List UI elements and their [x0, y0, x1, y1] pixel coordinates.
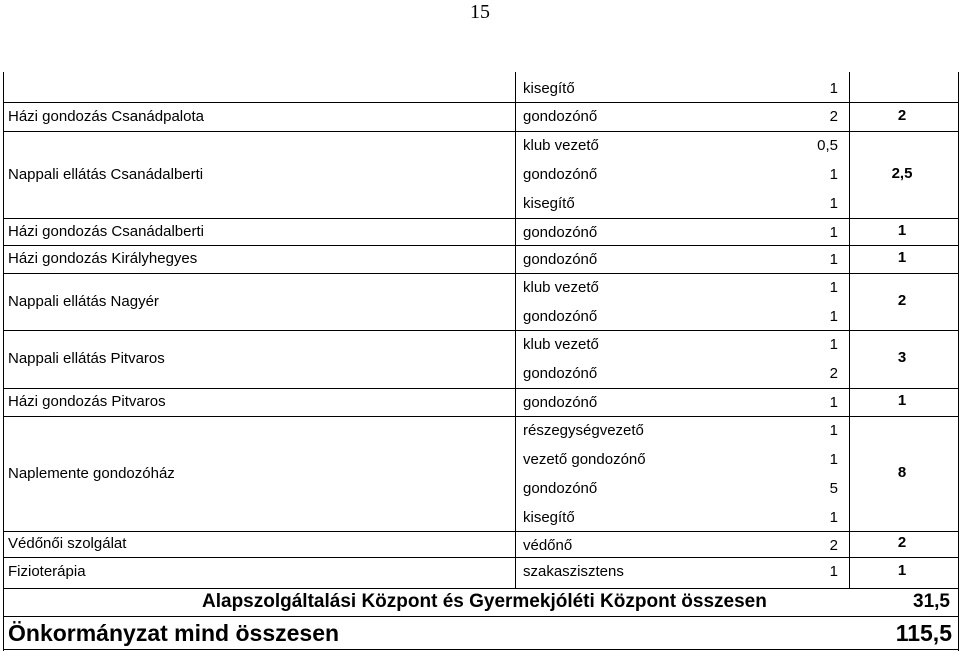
- service-name: Fizioterápia: [8, 562, 86, 580]
- service-total: 1: [897, 392, 907, 409]
- row-divider: [3, 588, 958, 589]
- row-divider: [3, 273, 958, 274]
- staff-role: gondozónő: [523, 365, 598, 382]
- grand-total-value: 115,5: [895, 620, 952, 646]
- staff-role: klub vezető: [523, 279, 599, 296]
- staff-count: 1: [829, 166, 838, 183]
- staff-role: védőnő: [523, 537, 573, 554]
- service-total: 2: [897, 534, 907, 551]
- row-divider: [3, 557, 958, 558]
- staff-role: kisegítő: [523, 195, 575, 212]
- service-name: Védőnői szolgálat: [8, 535, 127, 552]
- service-name: Házi gondozás Királyhegyes: [8, 250, 198, 267]
- subtotal-label: Alapszolgáltalási Központ és Gyermekjóléti Központ összesen: [202, 591, 767, 612]
- staff-count: 1: [829, 195, 838, 212]
- staff-count: 1: [829, 251, 838, 268]
- staff-count: 2: [829, 365, 838, 382]
- row-divider: [3, 416, 958, 417]
- staff-role: klub vezető: [523, 137, 599, 154]
- row-divider: [3, 330, 958, 331]
- staff-count: 2: [829, 537, 838, 554]
- staff-role: gondozónő: [523, 480, 598, 497]
- grand-total-label: Önkormányzat mind összesen: [8, 620, 340, 646]
- row-divider: [3, 245, 958, 246]
- staff-count: 1: [829, 336, 838, 353]
- staff-count: 1: [829, 394, 838, 411]
- service-total: 8: [897, 463, 907, 481]
- table-right-border: [958, 72, 959, 651]
- row-divider: [3, 131, 958, 132]
- row-divider: [3, 218, 958, 219]
- table-bottom-border: [3, 649, 958, 650]
- staff-count: 1: [829, 279, 838, 296]
- row-divider: [3, 531, 958, 532]
- staff-role: gondozónő: [523, 108, 598, 125]
- service-total: 1: [897, 221, 907, 239]
- service-name: Nappali ellátás Nagyér: [8, 292, 159, 310]
- staff-count: 1: [829, 451, 838, 468]
- service-total: 1: [897, 561, 907, 579]
- staff-count: 0,5: [817, 137, 838, 154]
- service-total: 2: [897, 291, 907, 309]
- staff-role: vezető gondozónő: [523, 451, 646, 468]
- service-name: Házi gondozás Csanádalberti: [8, 222, 204, 240]
- staff-role: gondozónő: [523, 251, 598, 268]
- table-left-border: [3, 588, 4, 651]
- service-name: Nappali ellátás Csanádalberti: [8, 165, 204, 183]
- row-divider: [3, 102, 958, 103]
- staff-count: 1: [829, 224, 838, 241]
- staff-role: kisegítő: [523, 80, 575, 97]
- staff-role: gondozónő: [523, 308, 598, 325]
- staff-role: klub vezető: [523, 336, 599, 353]
- staff-count: 1: [829, 80, 838, 97]
- staff-role: gondozónő: [523, 166, 598, 183]
- staff-role: szakaszisztens: [523, 563, 624, 580]
- service-total: 2,5: [891, 164, 913, 182]
- service-total: 2: [897, 106, 907, 124]
- staff-role: gondozónő: [523, 224, 598, 241]
- service-total: 3: [897, 349, 907, 366]
- staff-role: gondozónő: [523, 394, 598, 411]
- service-name: Naplemente gondozóház: [8, 464, 175, 482]
- staff-role: kisegítő: [523, 509, 575, 526]
- staff-count: 2: [829, 108, 838, 125]
- service-total: 1: [897, 249, 907, 266]
- staff-count: 1: [829, 509, 838, 526]
- staff-count: 1: [829, 422, 838, 439]
- subtotal-value: 31,5: [913, 591, 950, 612]
- row-divider: [3, 388, 958, 389]
- staff-count: 5: [829, 480, 838, 497]
- row-divider: [3, 616, 958, 617]
- staff-count: 1: [829, 563, 838, 580]
- staff-count: 1: [829, 308, 838, 325]
- page-number: 15: [470, 1, 490, 23]
- service-name: Házi gondozás Csanádpalota: [8, 107, 204, 125]
- service-name: Házi gondozás Pitvaros: [8, 393, 166, 410]
- staff-role: részegységvezető: [523, 422, 644, 439]
- service-name: Nappali ellátás Pitvaros: [8, 350, 165, 367]
